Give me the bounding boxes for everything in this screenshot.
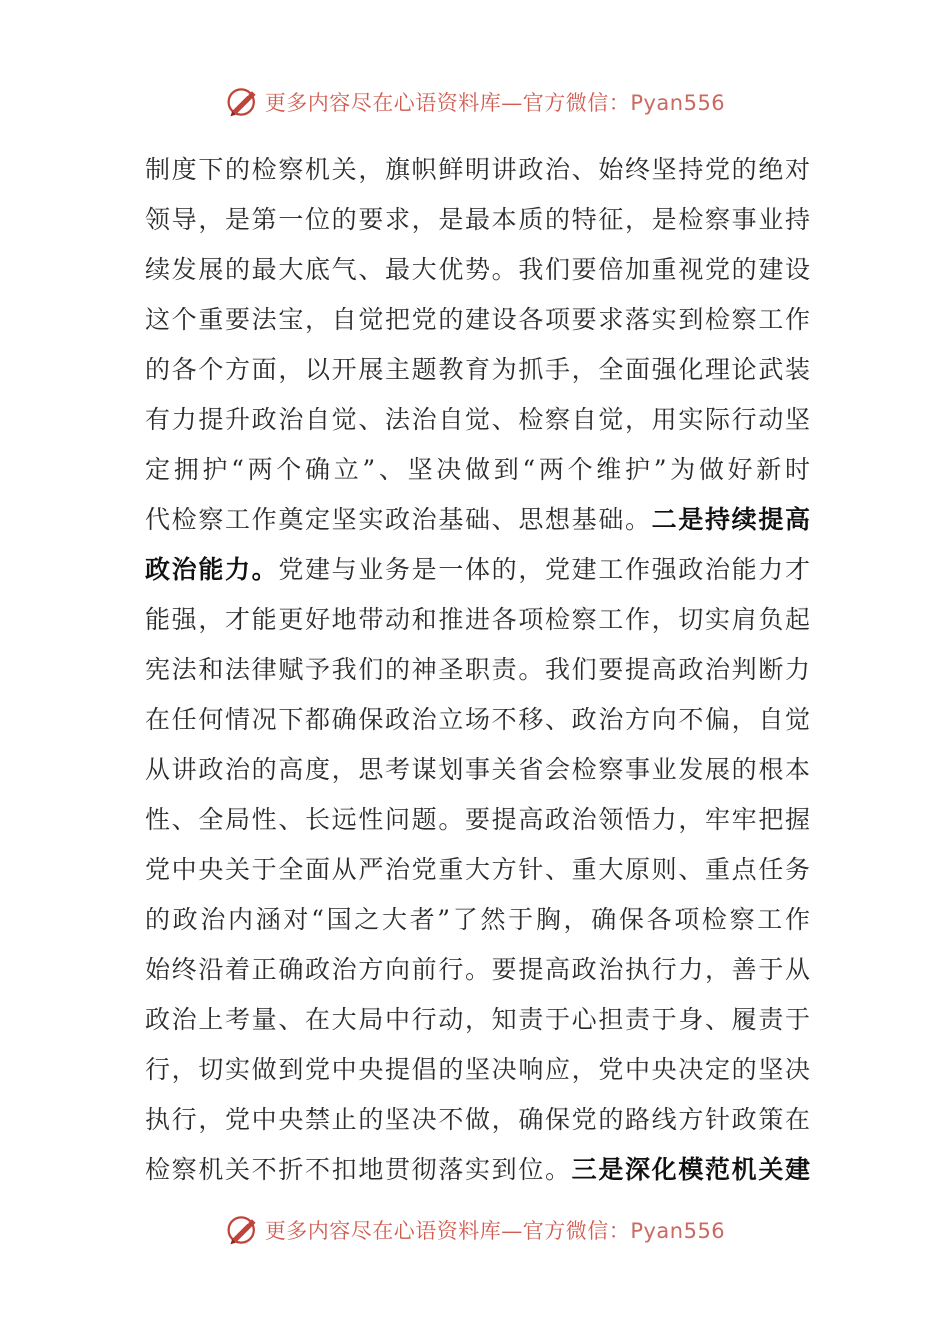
line-text: 代检察工作奠定坚实政治基础、思想基础。: [145, 505, 652, 534]
text-line: [145, 245, 810, 295]
line-text: 制度下的检察机关，旗帜鲜明讲政治、始终坚持党的绝对: [145, 155, 810, 184]
header-banner-text: [265, 87, 725, 117]
footer-banner-label: 更多内容尽在心语资料库—官方微信：: [264, 1219, 631, 1243]
line-text: 政治上考量、在大局中行动，知责于心担责于身、履责于: [145, 1005, 810, 1034]
line-text: 续发展的最大底气、最大优势。我们要倍加重视党的建设: [145, 255, 810, 284]
text-line: [145, 845, 810, 895]
line-text: 从讲政治的高度，思考谋划事关省会检察事业发展的根本: [145, 755, 810, 784]
line-text: 这个重要法宝，自觉把党的建设各项要求落实到检察工作: [145, 305, 810, 334]
line-text: 行，切实做到党中央提倡的坚决响应，党中央决定的坚决: [145, 1055, 810, 1084]
text-line: [145, 1045, 810, 1095]
text-line: [145, 195, 810, 245]
footer-banner-content: [225, 1212, 725, 1248]
text-line: [145, 745, 810, 795]
text-line: [145, 695, 810, 745]
document-body: [145, 145, 810, 1195]
text-line: [145, 395, 810, 445]
pen-logo-icon: [225, 84, 261, 120]
text-line: [145, 895, 810, 945]
text-line: [145, 945, 810, 995]
text-line: [145, 1145, 810, 1195]
header-banner-content: [225, 84, 725, 120]
footer-banner-text: [265, 1215, 725, 1245]
section-heading-bold: 二是持续提高: [651, 505, 810, 534]
section-heading-bold: 三是深化模范机关建: [571, 1155, 810, 1184]
text-line: [145, 595, 810, 645]
text-line: [145, 795, 810, 845]
line-text: 能强，才能更好地带动和推进各项检察工作，切实肩负起: [145, 605, 810, 634]
header-banner-label: 更多内容尽在心语资料库—官方微信：: [264, 91, 631, 115]
line-text: 性、全局性、长远性问题。要提高政治领悟力，牢牢把握: [145, 805, 810, 834]
line-text: 党中央关于全面从严治党重大方针、重大原则、重点任务: [145, 855, 810, 884]
header-wechat-id: Pyan556: [630, 91, 726, 115]
footer-wechat-id: Pyan556: [630, 1219, 726, 1243]
line-text: 检察机关不折不扣地贯彻落实到位。: [145, 1155, 572, 1184]
text-line: [145, 1095, 810, 1145]
text-line: [145, 495, 810, 545]
text-line: [145, 445, 810, 495]
line-text: 的政治内涵对“国之大者”了然于胸，确保各项检察工作: [145, 905, 810, 934]
section-heading-bold: 政治能力。: [145, 555, 279, 584]
line-text: 始终沿着正确政治方向前行。要提高政治执行力，善于从: [145, 955, 810, 984]
line-text: 党建与业务是一体的，党建工作强政治能力才: [278, 555, 810, 584]
line-text: 定拥护“两个确立”、坚决做到“两个维护”为做好新时: [145, 455, 810, 484]
line-text: 宪法和法律赋予我们的神圣职责。我们要提高政治判断力: [145, 655, 810, 684]
line-text: 执行，党中央禁止的坚决不做，确保党的路线方针政策在: [145, 1105, 810, 1134]
line-text: 有力提升政治自觉、法治自觉、检察自觉，用实际行动坚: [145, 405, 810, 434]
pen-logo-icon: [225, 1212, 261, 1248]
text-line: [145, 145, 810, 195]
text-line: [145, 345, 810, 395]
line-text: 的各个方面，以开展主题教育为抓手，全面强化理论武装: [145, 355, 810, 384]
line-text: 在任何情况下都确保政治立场不移、政治方向不偏，自觉: [145, 705, 810, 734]
text-line: [145, 295, 810, 345]
footer-banner: [0, 1210, 950, 1250]
line-text: 领导，是第一位的要求，是最本质的特征，是检察事业持: [145, 205, 810, 234]
text-line: [145, 545, 810, 595]
header-banner: [0, 82, 950, 122]
text-line: [145, 645, 810, 695]
text-line: [145, 995, 810, 1045]
